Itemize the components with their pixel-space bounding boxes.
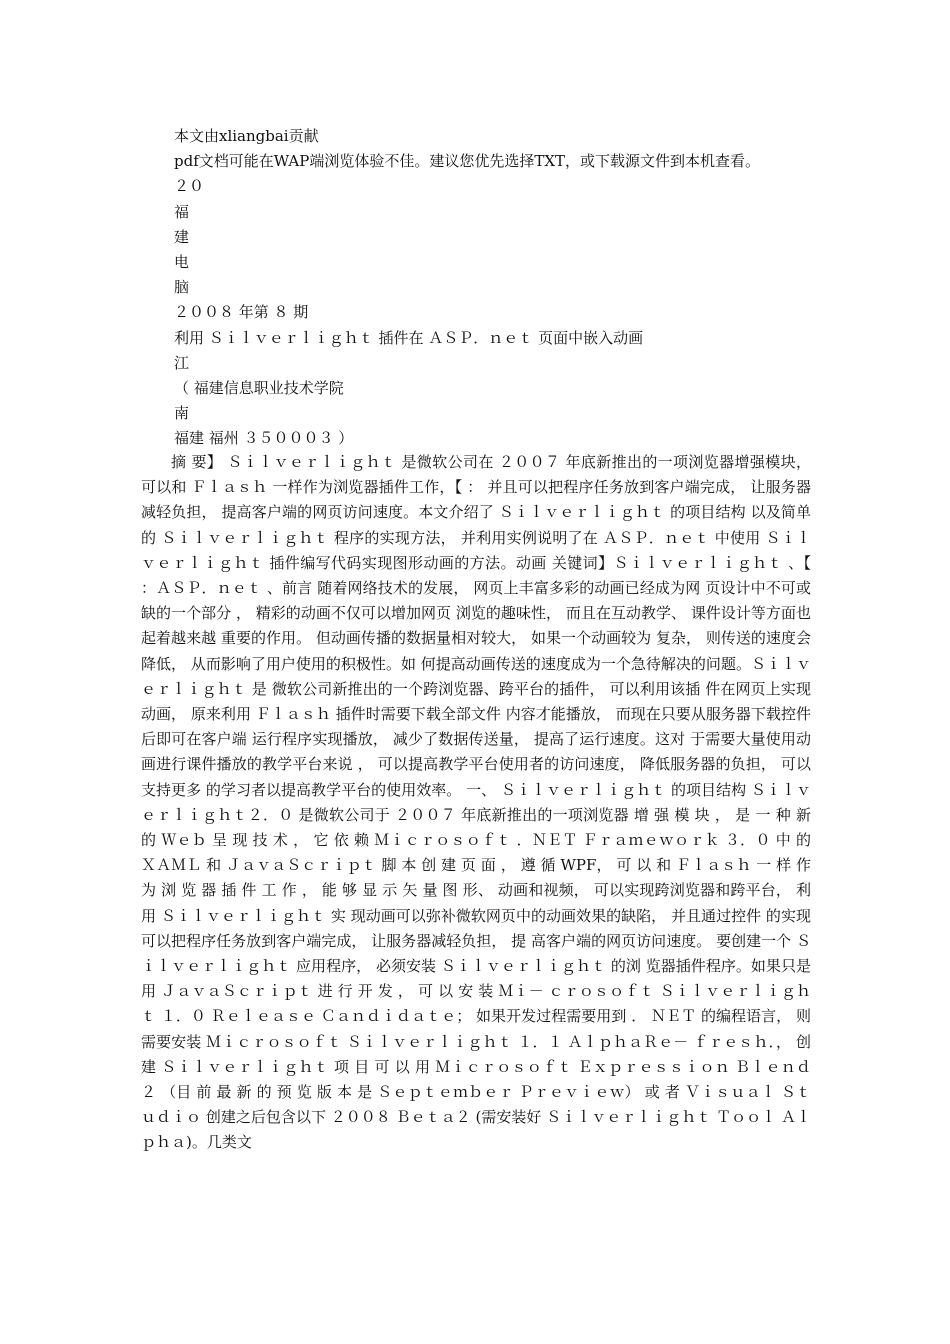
issue-line: ２００８ 年第 ８ 期 [174,303,309,322]
journal-name-char: 福 [174,202,190,221]
author-given-name: 南 [174,404,190,423]
article-body: 摘 要】 Ｓｉｌｖｅｒｌｉｇｈｔ 是微软公司在 ２００７ 年底新推出的一项浏览器增强模块， 可以和 Ｆｌａｓｈ 一样作为浏览器插件工作，【 ： 并且可以把程序任务放到客户端完成， 让服务器减轻负担， 提高客户端的网页访问速度。本文介绍了 Ｓｉｌｖｅｒｌｉｇｈｔ 的项目结构 以及简单的 Ｓｉｌｖｅｒｌｉｇｈｔ 程序的实现方法， 并利用实例说明了在 ＡＳＰ．ｎｅｔ 中使用 Ｓｉｌｖｅｒｌｉｇｈｔ 插件编写代码实现图形动画的方法。动画 关键词】Ｓｉｌｖｅｒｌｉｇｈｔ 、【 ：ＡＳＰ．ｎｅｔ 、前言 随着网络技术的发展， 网页上丰富多彩的动画已经成为网 页设计中不可或缺的一个部分 ， 精彩的动画不仅可以增加网页 浏览的趣味性， 而且在互动教学、 课件设计等方面也起着越来越 重要的作用。 但动画传播的数据量相对较大， 如果一个动画较为 复杂， 则传送的速度会降低， 从而影响了用户使用的积极性。如 何提高动画传送的速度成为一个急待解决的问题。Ｓｉｌｖｅｒｌｉｇｈｔ 是 微软公司新推出的一个跨浏览器、跨平台的插件， 可以利用该插 件在网页上实现动画， 原来利用 Ｆｌａｓｈ 插件时需要下载全部文件 内容才能播放， 而现在只要从服务器下载控件后即可在客户端 运行程序实现播放， 减少了数据传送量， 提高了运行速度。这对 于需要大量使用动画进行课件播放的教学平台来说 ， 可以提高教学平台使用者的访问速度， 降低服务器的负担， 可以支持更多 的学习者以提高教学平台的使用效率。 一、 Ｓｉｌｖｅｒｌｉｇｈｔ 的项目结构 Ｓｉｌｖｅｒｌｉｇｈｔ２．０ 是微软公司于 ２００７ 年底新推出的一项浏览器 增 强 模 块 ， 是 一 种 新 的 Ｗｅｂ 呈 现 技 术 ， 它 依 赖 Ｍｉｃｒｏｓｏｆｔ ．ＮＥＴ Ｆｒａｍｅｗｏｒｋ ３．０ 中 的 ＸＡＭＬ 和 ＪａｖａＳｃｒｉｐｔ 脚 本 创 建 页 面 ， 遵 循 WPF， 可 以 和 Ｆｌａｓｈ 一 样 作 为 浏 览 器 插 件 工 作 ， 能 够 显 示 矢 量 图 形、 动画和视频， 可以实现跨浏览器和跨平台， 利用 Ｓｉｌｖｅｒｌｉｇｈｔ 实 现动画可以弥补微软网页中的动画效果的缺陷， 并且通过控件 的实现可以把程序任务放到客户端完成， 让服务器减轻负担， 提 高客户端的网页访问速度。 要创建一个 Ｓｉｌｖｅｒｌｉｇｈｔ 应用程序， 必须安装 Ｓｉｌｖｅｒｌｉｇｈｔ 的浏 览器插件程序。如果只是用 ＪａｖａＳｃｒｉｐｔ 进 行 开 发 ， 可 以 安 装 Ｍｉ－ ｃｒｏｓｏｆｔ Ｓｉｌｖｅｒｌｉｇｈｔ １．０ Ｒｅｌｅａｓｅ Ｃａｎｄｉｄａｔｅ； 如果开发过程需要用到 ． ＮＥＴ 的编程语言， 则需要安装 Ｍｉｃｒｏｓｏｆｔ Ｓｉｌｖｅｒｌｉｇｈｔ １．１ ＡｌｐｈａＲｅ－ ｆｒｅｓｈ．， 创 建 Ｓｉｌｖｅｒｌｉｇｈｔ 项 目 可 以 用 Ｍｉｃｒｏｓｏｆｔ Ｅｘｐｒｅｓｓｉｏｎ Ｂｌｅｎｄ ２ （目 前 最 新 的 预 览 版 本 是 Ｓｅｐｔｅｍｂｅｒ Ｐｒｅｖｉｅｗ） 或 者 Ｖｉｓｕａｌ Ｓｔｕｄｉｏ 创建之后包含以下 ２００８ Ｂｅｔａ２ (需安装好 Ｓｉｌｖｅｒｌｉｇｈｔ Ｔｏｏｌ Ａｌｐｈａ)。几类文 [141,453,811,1152]
journal-name-char: 电 [174,252,190,271]
author-affiliation: （ 福建信息职业技术学院 [174,378,344,397]
article-title: 利用 Ｓｉｌｖｅｒｌｉｇｈｔ 插件在 ＡＳＰ．ｎｅｔ 页面中嵌入动画 [174,328,644,347]
author-surname: 江 [174,353,190,372]
document-header [174,124,834,451]
journal-name-char: 脑 [174,278,190,297]
author-location: 福建 福州 ３５０００３ ） [174,429,354,448]
format-notice: pdf文档可能在WAP端浏览体验不佳。建议您优先选择TXT，或下载源文件到本机查看。 [174,152,761,171]
page-number: ２０ [174,177,205,196]
journal-name-char: 建 [174,227,190,246]
contributor-line: 本文由xliangbai贡献 [174,127,319,145]
